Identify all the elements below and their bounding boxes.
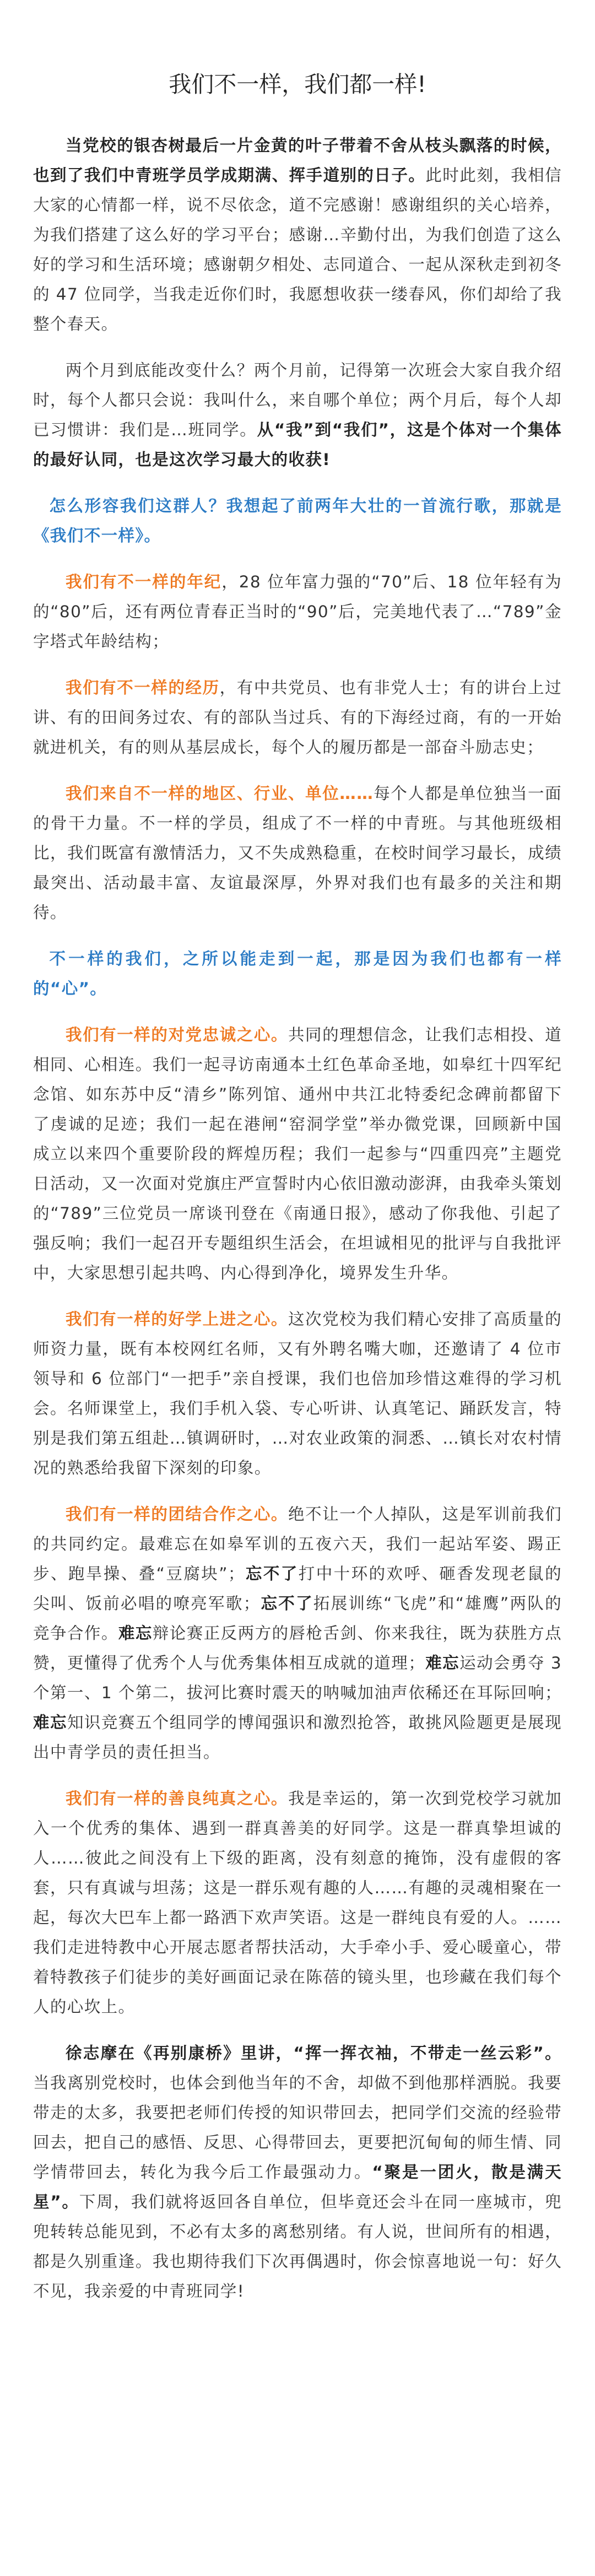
teamwork-seg-8: 运动会勇夺 3 个第一、1 个第二，拔河比赛时震天的呐喊加油声依稀还在耳际回响； [33, 1654, 562, 1702]
teamwork-seg-5: 难忘 [118, 1624, 153, 1643]
age-highlight: 我们有不一样的年纪 [66, 573, 222, 591]
teamwork-seg-9: 难忘 [33, 1713, 67, 1732]
closing-bold-2: “聚是一团火，散是满天星”。 [33, 2163, 562, 2211]
teamwork-highlight: 我们有一样的团结合作之心。 [66, 1505, 288, 1524]
teamwork-seg-1: 忘不了 [245, 1564, 299, 1583]
learning-text: 这次党校为我们精心安排了高质量的师资力量，既有本校网红名师，又有外聘名嘴大咖，还邀请了 4 位市领导和 6 位部门“一把手”亲自授课，我们也倍加珍惜这难得的学习机会。名师课堂上，我们手机入袋、专心听讲、认真笔记、踊跃发言，特别是我们第五组赴…镇调研时，…对农业政策的洞悉、…镇长对农村情况的熟悉给我留下深刻的印象。 [33, 1310, 562, 1477]
article-title: 我们不一样，我们都一样! [169, 71, 426, 98]
paragraph-opening [33, 131, 562, 339]
teamwork-seg-10: 知识竞赛五个组同学的博闻强识和激烈抢答，敢挑风险题更是展现出中青学员的责任担当。 [33, 1713, 562, 1762]
paragraph-loyalty [33, 1020, 562, 1288]
paragraph-song-intro [33, 491, 562, 550]
paragraph-regions [33, 779, 562, 927]
paragraph-experience [33, 673, 562, 762]
opening-bold-text: 当党校的银杏树最后一片金黄的叶子带着不舍从枝头飘落的时候，也到了我们中青班学员学成期满、挥手道别的日子。 [33, 136, 562, 185]
change-bold-text: 从“我”到“我们”，这是个体对一个集体的最好认同，也是这次学习最大的收获! [33, 420, 562, 469]
paragraph-same-heart [33, 944, 562, 1003]
loyalty-highlight: 我们有一样的对党忠诚之心。 [66, 1025, 288, 1044]
paragraph-kindness [33, 1784, 562, 2022]
teamwork-seg-6: 辩论赛正反两方的唇枪舌剑、你来我往，既为获胜方点赞，更懂得了优秀个人与优秀集体相互成就的道理； [33, 1624, 562, 1672]
same-heart-text: 不一样的我们，之所以能走到一起，那是因为我们也都有一样的“心”。 [33, 949, 562, 998]
paragraph-age [33, 567, 562, 656]
paragraph-change [33, 355, 562, 474]
kindness-text: 我是幸运的，第一次到党校学习就加入一个优秀的集体、遇到一群真善美的好同学。这是一群真挚坦诚的人……彼此之间没有上下级的距离，没有刻意的掩饰，没有虚假的客套，只有真诚与坦荡；这是一群乐观有趣的人……有趣的灵魂相聚在一起，每次大巴车上都一路洒下欢声笑语。这是一群纯良有爱的人。……我们走进特教中心开展志愿者帮扶活动，大手牵小手、爱心暖童心，带着特教孩子们徒步的美好画面记录在陈蓓的镜头里，也珍藏在我们每个人的心坎上。 [33, 1789, 562, 2016]
age-text: ，28 位年富力强的“70”后、18 位年轻有为的“80”后，还有两位青春正当时的“90”后，完美地代表了…“789”金字塔式年龄结构； [33, 573, 562, 651]
teamwork-seg-0: 绝不让一个人掉队，这是军训前我们的共同约定。最难忘在如皋军训的五夜六天，我们一起站军姿、踢正步、跑旱操、叠“豆腐块”； [33, 1505, 562, 1583]
experience-highlight: 我们有不一样的经历 [66, 678, 220, 697]
teamwork-seg-3: 忘不了 [260, 1594, 313, 1613]
opening-text: 此时此刻，我相信大家的心情都一样，说不尽依念，道不完感谢！感谢组织的关心培养，为我们搭建了这么好的学习平台；感谢…辛勤付出，为我们创造了这么好的学习和生活环境；感谢朝夕相处、志同道合、一起从深秋走到初冬的 47 位同学，当我走近你们时，我愿想收获一缕春风，你们却给了我整个春天。 [33, 166, 562, 333]
paragraph-learning [33, 1304, 562, 1483]
closing-text-1: 当我离别党校时，也体会到他当年的不舍，却做不到他那样洒脱。我要带走的太多，我要把老师们传授的知识带回去，把同学们交流的经验带回去，把自己的感悟、反思、心得带回去，更要把沉甸甸的师生情、同学情带回去，转化为我今后工作最强动力。 [33, 2073, 562, 2181]
song-intro-text: 怎么形容我们这群人？我想起了前两年大壮的一首流行歌，那就是《我们不一样》。 [33, 496, 562, 545]
closing-bold-1: 徐志摩在《再别康桥》里讲，“挥一挥衣袖，不带走一丝云彩”。 [66, 2044, 562, 2062]
regions-text: 每个人都是单位独当一面的骨干力量。不一样的学员，组成了不一样的中青班。与其他班级相比，我们既富有激情活力，又不失成熟稳重，在校时间学习最长，成绩最突出、活动最丰富、友谊最深厚，外界对我们也有最多的关注和期待。 [33, 784, 562, 922]
teamwork-seg-4: 拓展训练“飞虎”和“雄鹰”两队的竞争合作。 [33, 1594, 562, 1643]
change-text: 两个月到底能改变什么？两个月前，记得第一次班会大家自我介绍时，每个人都只会说：我叫什么，来自哪个单位；两个月后，每个人却已习惯讲：我们是…班同学。 [33, 361, 562, 439]
teamwork-seg-7: 难忘 [425, 1654, 460, 1672]
regions-highlight: 我们来自不一样的地区、行业、单位…… [66, 784, 374, 803]
learning-highlight: 我们有一样的好学上进之心。 [66, 1310, 288, 1328]
teamwork-seg-2: 打中十环的欢呼、砸香发现老鼠的尖叫、饭前必唱的嘹亮军歌； [33, 1564, 562, 1613]
closing-text-2: 下周，我们就将返回各自单位，但毕竟还会斗在同一座城市，兜兜转转总能见到，不必有太多的离愁别绪。有人说，世间所有的相遇，都是久别重逢。我也期待我们下次再偶遇时，你会惊喜地说一句：好久不见，我亲爱的中青班同学! [33, 2192, 562, 2300]
loyalty-text: 共同的理想信念，让我们志相投、道相同、心相连。我们一起寻访南通本土红色革命圣地，如皋红十四军纪念馆、如东苏中反“清乡”陈列馆、通州中共江北特委纪念碑前都留下了虔诚的足迹；我们一起在港闸“窑洞学堂”举办微党课，回顾新中国成立以来四个重要阶段的辉煌历程；我们一起参与“四重四亮”主题党日活动，又一次面对党旗庄严宣誓时内心依旧激动澎湃，由我牵头策划的“789”三位党员一席谈刊登在《南通日报》，感动了你我他、引起了强反响；我们一起召开专题组织生活会，在坦诚相见的批评与自我批评中，大家思想引起共鸣、内心得到净化，境界发生升华。 [33, 1025, 562, 1282]
paragraph-closing [33, 2038, 562, 2306]
experience-text: ，有中共党员、也有非党人士；有的讲台上过讲、有的田间务过农、有的部队当过兵、有的下海经过商，有的一开始就进机关，有的则从基层成长，每个人的履历都是一部奋斗励志史； [33, 678, 562, 757]
kindness-highlight: 我们有一样的善良纯真之心。 [66, 1789, 288, 1808]
paragraph-teamwork [33, 1499, 562, 1767]
